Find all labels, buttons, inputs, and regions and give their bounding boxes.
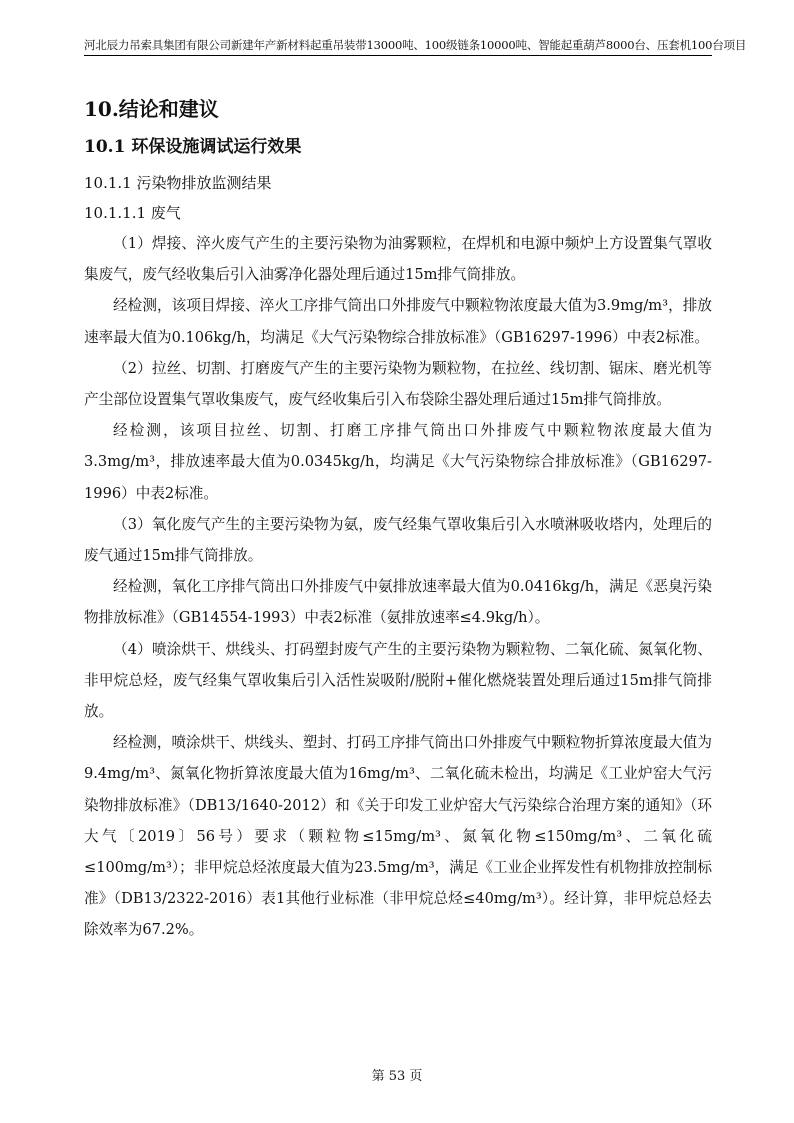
paragraph-coating-source: （4）喷涂烘干、烘线头、打码塑封废气产生的主要污染物为颗粒物、二氧化硫、氮氧化物、非甲烷总烃，废气经集气罩收集后引入活性炭吸附/脱附+催化燃烧装置处理后通过15m排气筒排放。 xyxy=(84,640,712,721)
chapter-heading: 10.结论和建议 xyxy=(84,97,219,121)
section-heading: 10.1 环保设施调试运行效果 xyxy=(84,137,302,157)
paragraph-oxidation-source: （3）氧化废气产生的主要污染物为氨，废气经集气罩收集后引入水喷淋吸收塔内，处理后的废气通过15m排气筒排放。 xyxy=(84,515,712,565)
page-number: 第 53 页 xyxy=(371,1069,423,1084)
subsubsection-heading: 10.1.1.1 废气 xyxy=(84,204,181,222)
header-rule xyxy=(84,55,712,56)
page-body xyxy=(84,94,712,946)
paragraph-welding-source: （1）焊接、淬火废气产生的主要污染物为油雾颗粒，在焊机和电源中频炉上方设置集气罩收集废气，废气经收集后引入油雾净化器处理后通过15m排气筒排放。 xyxy=(84,235,712,284)
paragraph-drawing-source: （2）拉丝、切割、打磨废气产生的主要污染物为颗粒物，在拉丝、线切割、锯床、磨光机等产尘部位设置集气罩收集废气，废气经收集后引入布袋除尘器处理后通过15m排气筒排放。 xyxy=(84,359,712,409)
paragraph-welding-result: 经检测，该项目焊接、淬火工序排气筒出口外排废气中颗粒物浓度最大值为3.9mg/m³，排放速率最大值为0.106kg/h，均满足《大气污染物综合排放标准》（GB16297-1996）中表2标准。 xyxy=(84,297,712,346)
paragraph-coating-result: 经检测，喷涂烘干、烘线头、塑封、打码工序排气筒出口外排废气中颗粒物折算浓度最大值为9.4mg/m³、氮氧化物折算浓度最大值为16mg/m³、二氧化硫未检出，均满足《工业炉窑大气污染物排放标准》（DB13/1640-2012）和《关于印发工业炉窑大气污染综合治理方案的通知》（环大气〔2019〕56号）要求（颗粒物≤15mg/m³、氮氧化物≤150mg/m³、二氧化硫≤100mg/m³）；非甲烷总烃浓度最大值为23.5mg/m³，满足《工业企业挥发性有机物排放控制标准》（DB13/2322-2016）表1其他行业标准（非甲烷总烃≤40mg/m³）。经计算，非甲烷总烃去除效率为67.2%。 xyxy=(84,734,712,939)
paragraph-oxidation-result: 经检测，氧化工序排气筒出口外排废气中氨排放速率最大值为0.0416kg/h，满足《恶臭污染物排放标准》（GB14554-1993）中表2标准（氨排放速率≤4.9kg/h）。 xyxy=(84,578,712,627)
subsection-heading: 10.1.1 污染物排放监测结果 xyxy=(84,174,272,192)
paragraph-drawing-result: 经检测，该项目拉丝、切割、打磨工序排气筒出口外排废气中颗粒物浓度最大值为3.3mg/m³，排放速率最大值为0.0345kg/h，均满足《大气污染物综合排放标准》（GB16297-1996）中表2标准。 xyxy=(84,422,712,502)
running-header: 河北辰力吊索具集团有限公司新建年产新材料起重吊装带13000吨、100级链条10000吨、智能起重葫芦8000台、压套机100台项目 xyxy=(84,38,747,52)
